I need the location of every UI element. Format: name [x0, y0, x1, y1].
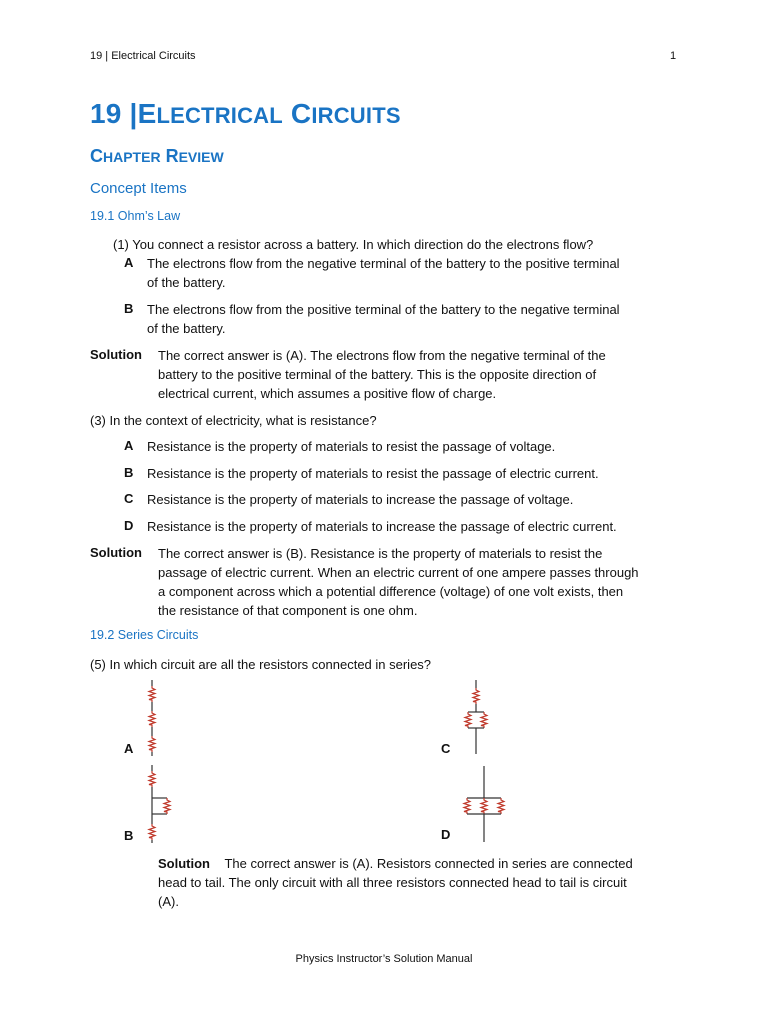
q5-solution-label: Solution [158, 856, 210, 871]
page-footer: Physics Instructor’s Solution Manual [295, 953, 473, 965]
q3-solution-label: Solution [90, 545, 142, 560]
subsection-heading: Concept Items [90, 180, 187, 197]
q3-option-d-label: D [124, 518, 134, 533]
circuit-label-a: A [124, 741, 134, 756]
q1-option-a-label: A [124, 255, 134, 270]
topic-heading-ohms-law: 19.1 Ohm’s Law [90, 209, 181, 223]
running-header: 19 | Electrical Circuits [90, 50, 196, 62]
q3-option-a-text: Resistance is the property of materials to resist the passage of voltage. [147, 439, 556, 454]
q1-option-b-text: The electrons flow from the positive terminal of the battery to the negative terminal of the battery. [147, 302, 620, 336]
section-heading: CHAPTER REVIEW [90, 146, 224, 166]
q3-option-b-label: B [124, 465, 134, 480]
circuit-label-b: B [124, 828, 134, 843]
circuit-label-d: D [441, 827, 451, 842]
circuit-a [149, 680, 155, 756]
q1-option-b-label: B [124, 301, 134, 316]
question-3: (3) In the context of electricity, what is resistance? [90, 413, 377, 428]
q1-option-a-text: The electrons flow from the negative terminal of the battery to the positive terminal of the battery. [147, 256, 620, 290]
question-5: (5) In which circuit are all the resistors connected in series? [90, 657, 432, 672]
q1-solution-label: Solution [90, 347, 142, 362]
q5-solution: Solution The correct answer is (A). Resistors connected in series are connected head to tail. The only circuit with all three resistors connected head to tail is circuit (A). [158, 856, 633, 909]
circuit-label-c: C [441, 741, 451, 756]
q3-option-c-text: Resistance is the property of materials to increase the passage of voltage. [147, 492, 574, 507]
page-number: 1 [670, 50, 677, 62]
circuit-b [149, 765, 170, 843]
q3-option-a-label: A [124, 438, 134, 453]
q3-solution-text: The correct answer is (B). Resistance is the property of materials to resist the passage of electric current. When an electric current of one ampere passes through a component across which a potential difference (voltage) of one volt exists, then the resistance of that component is one ohm. [158, 546, 639, 618]
circuit-c [465, 680, 487, 754]
chapter-title: 19 |ELECTRICAL CIRCUITS [90, 98, 401, 129]
q3-option-b-text: Resistance is the property of materials to resist the passage of electric current. [147, 466, 599, 481]
circuit-d [464, 766, 504, 842]
q3-option-d-text: Resistance is the property of materials to increase the passage of electric current. [147, 519, 617, 534]
q1-solution-text: The correct answer is (A). The electrons flow from the negative terminal of the battery to the positive terminal of the battery. This is the opposite direction of electrical current, which assumes a positive flow of charge. [158, 348, 606, 401]
q3-option-c-label: C [124, 491, 134, 506]
question-1: (1) You connect a resistor across a battery. In which direction do the electrons flow? [113, 237, 594, 252]
topic-heading-series-circuits: 19.2 Series Circuits [90, 628, 199, 642]
